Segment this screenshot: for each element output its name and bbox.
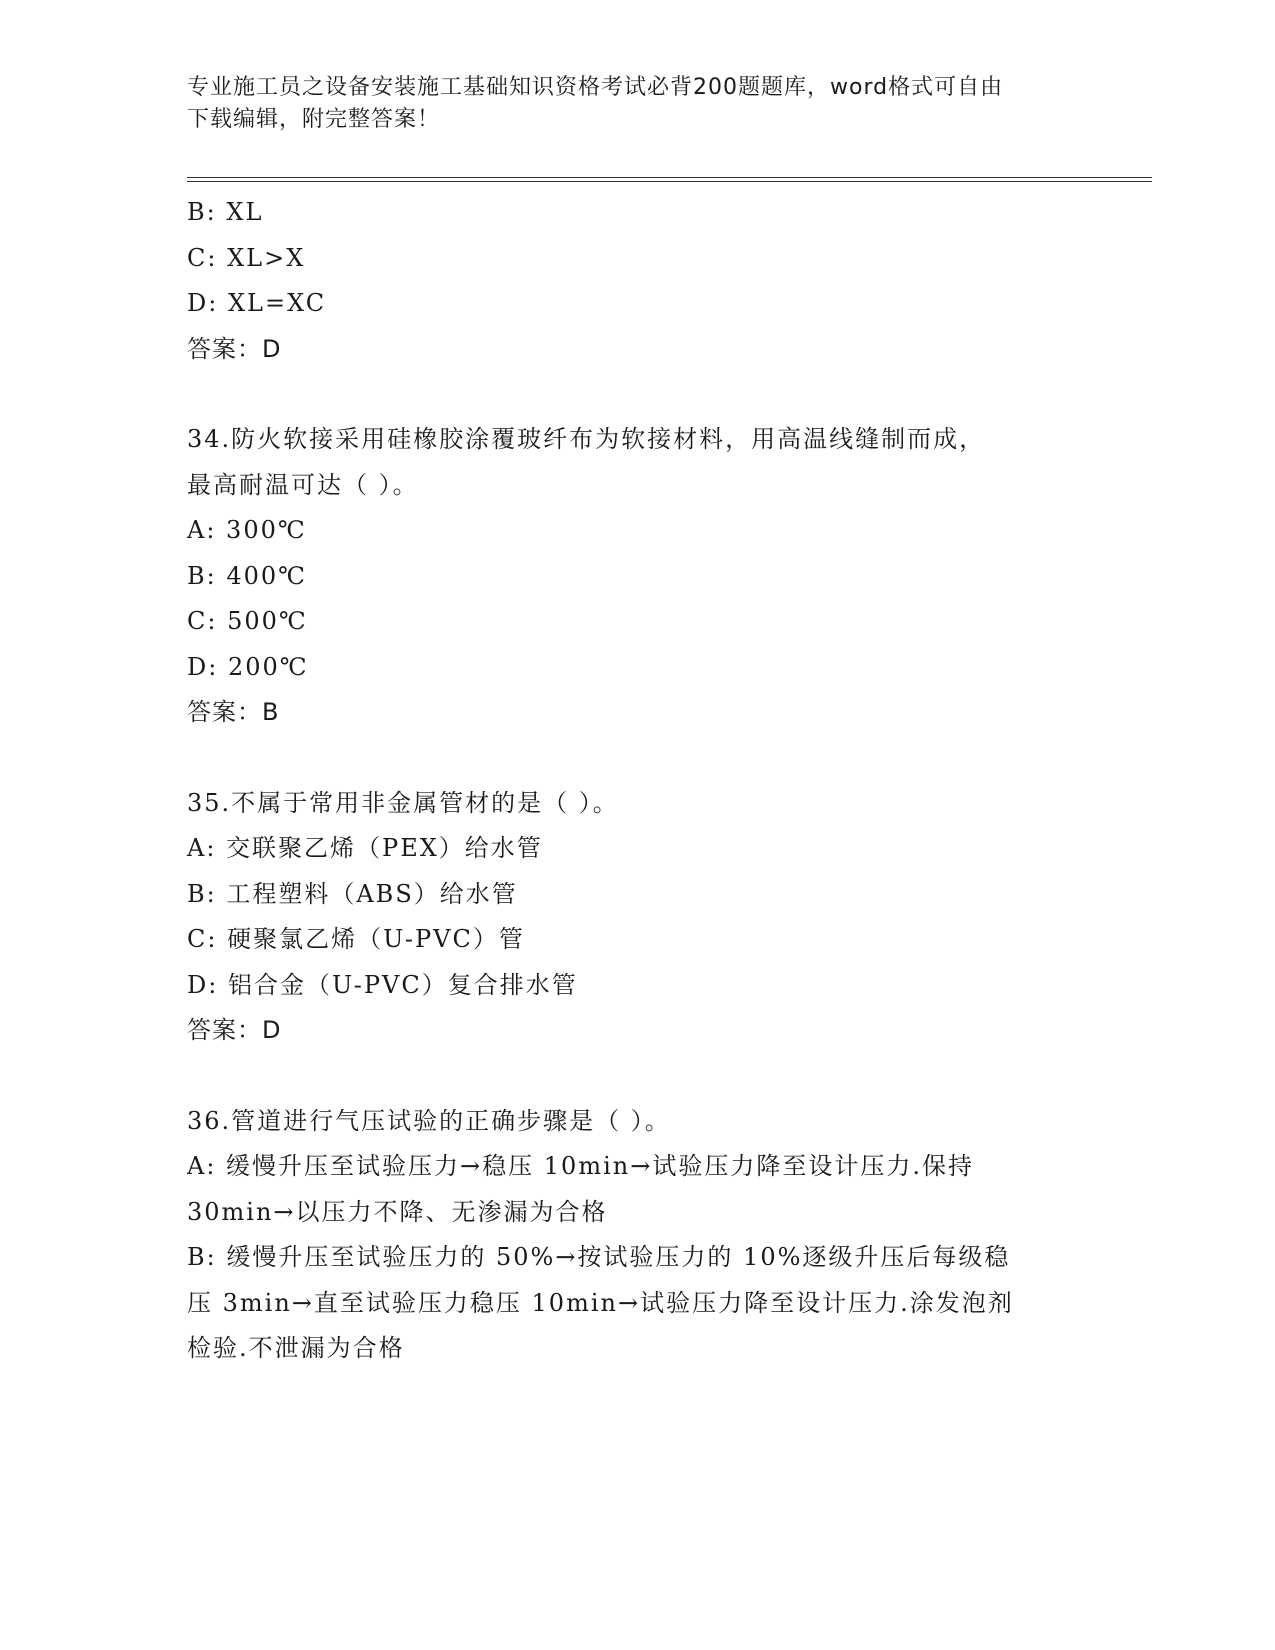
option-a: A: 交联聚乙烯（PEX）给水管: [187, 834, 543, 862]
header-rule-bottom: [187, 181, 1152, 182]
question-33-continued: [187, 190, 1087, 372]
option-c: C: 500℃: [187, 607, 308, 635]
option-b: B: XL: [187, 198, 264, 226]
option-b: B: 工程塑料（ABS）给水管: [187, 879, 518, 908]
document-header: [187, 72, 1067, 136]
question-36: [187, 1099, 1087, 1372]
option-b-continued: 检验.不泄漏为合格: [187, 1334, 405, 1362]
spacer: [187, 736, 1087, 781]
option-d: D: XL=XC: [187, 289, 327, 317]
option-a-continued: 30min→以压力不降、无渗漏为合格: [187, 1197, 608, 1226]
question-35: [187, 781, 1087, 1054]
header-rule-top: [187, 177, 1152, 178]
header-title-line1: 专业施工员之设备安装施工基础知识资格考试必背200题题库，word格式可自由: [187, 75, 1004, 100]
document-body: [187, 190, 1087, 1372]
option-a: A: 缓慢升压至试验压力→稳压 10min→试验压力降至设计压力.保持: [187, 1152, 974, 1180]
answer-text: 答案：B: [187, 698, 280, 726]
answer-text: 答案：D: [187, 1016, 282, 1044]
question-34: [187, 417, 1087, 736]
option-b: B: 缓慢升压至试验压力的 50%→按试验压力的 10%逐级升压后每级稳: [187, 1243, 1011, 1271]
question-stem: 34.防火软接采用硅橡胶涂覆玻纤布为软接材料，用高温线缝制而成，: [187, 425, 986, 453]
question-stem: 35.不属于常用非金属管材的是（ ）。: [187, 788, 619, 817]
question-stem-continued: 最高耐温可达（ ）。: [187, 470, 419, 499]
spacer: [187, 1054, 1087, 1099]
option-b-continued: 压 3min→直至试验压力稳压 10min→试验压力降至设计压力.涂发泡剂: [187, 1288, 1014, 1317]
option-c: C: 硬聚氯乙烯（U-PVC）管: [187, 925, 525, 953]
question-stem: 36.管道进行气压试验的正确步骤是（ ）。: [187, 1106, 671, 1135]
option-c: C: XL>X: [187, 243, 306, 272]
option-d: D: 200℃: [187, 652, 309, 681]
spacer: [187, 372, 1087, 417]
option-d: D: 铝合金（U-PVC）复合排水管: [187, 970, 578, 999]
option-b: B: 400℃: [187, 561, 308, 590]
answer-text: 答案：D: [187, 334, 282, 363]
header-title-line2: 下载编辑，附完整答案！: [187, 107, 441, 132]
option-a: A: 300℃: [187, 516, 307, 544]
